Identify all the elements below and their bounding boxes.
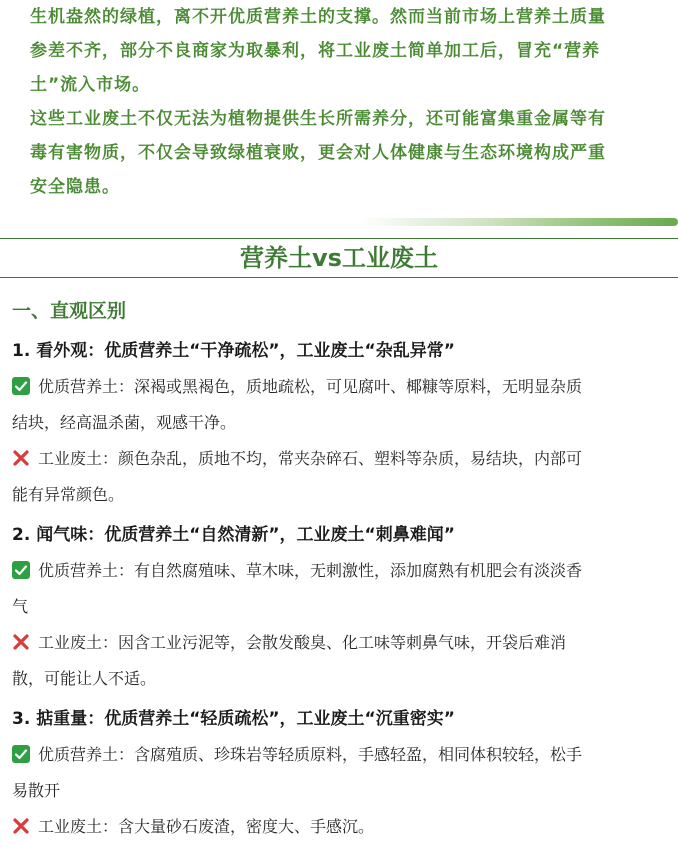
- cross-icon: [12, 633, 30, 651]
- cross-icon: [12, 449, 30, 467]
- check-box-icon: [12, 377, 30, 395]
- section-heading: 一、直观区别: [12, 300, 127, 322]
- main-content: [12, 294, 652, 844]
- check-box-icon: [12, 561, 30, 579]
- bad-point-text: 工业废土：含大量砂石废渣，密度大、手感沉。: [38, 817, 375, 836]
- check-box-icon: [12, 745, 30, 763]
- good-point-text: 优质营养土：深褐或黑褐色，质地疏松，可见腐叶、椰糠等原料，无明显杂质: [38, 377, 583, 396]
- sub-heading: 1. 看外观：优质营养土“干净疏松”，工业废土“杂乱异常”: [12, 341, 455, 361]
- good-point-cont: 结块，经高温杀菌，观感干净。: [12, 413, 237, 432]
- decorative-divider: [360, 218, 678, 226]
- bad-point-cont: 能有异常颜色。: [12, 485, 125, 504]
- intro-line: 安全隐患。: [30, 177, 120, 197]
- bad-point: [12, 626, 652, 660]
- bad-point-text: 工业废土：颜色杂乱，质地不均，常夹杂碎石、塑料等杂质，易结块，内部可: [38, 449, 583, 468]
- sub-heading: 2. 闻气味：优质营养土“自然清新”，工业废土“刺鼻难闻”: [12, 525, 455, 545]
- intro-line: 这些工业废土不仅无法为植物提供生长所需养分，还可能富集重金属等有: [30, 109, 606, 129]
- bad-point: [12, 810, 652, 844]
- good-point: [12, 738, 652, 772]
- intro-line: 参差不齐，部分不良商家为取暴利，将工业废土简单加工后，冒充“营养: [30, 41, 601, 61]
- intro-line: 生机盎然的绿植，离不开优质营养土的支撑。然而当前市场上营养土质量: [30, 7, 606, 27]
- intro-line: 土”流入市场。: [30, 75, 151, 95]
- intro-line: 毒有害物质，不仅会导致绿植衰败，更会对人体健康与生态环境构成严重: [30, 143, 606, 163]
- good-point-text: 优质营养土：有自然腐殖味、草木味，无刺激性，添加腐熟有机肥会有淡淡香: [38, 561, 583, 580]
- page-title: 营养土vs工业废土: [240, 244, 438, 272]
- sub-heading: 3. 掂重量：优质营养土“轻质疏松”，工业废土“沉重密实”: [12, 709, 455, 729]
- good-point: [12, 370, 652, 404]
- bad-point-cont: 散，可能让人不适。: [12, 669, 157, 688]
- title-band: [0, 238, 678, 278]
- bad-point: [12, 442, 652, 476]
- bad-point-text: 工业废土：因含工业污泥等，会散发酸臭、化工味等刺鼻气味，开袋后难消: [38, 633, 567, 652]
- intro-block: [30, 0, 660, 204]
- cross-icon: [12, 817, 30, 835]
- good-point-cont: 易散开: [12, 781, 61, 800]
- good-point-cont: 气: [12, 597, 29, 616]
- good-point-text: 优质营养土：含腐殖质、珍珠岩等轻质原料，手感轻盈，相同体积较轻，松手: [38, 745, 583, 764]
- good-point: [12, 554, 652, 588]
